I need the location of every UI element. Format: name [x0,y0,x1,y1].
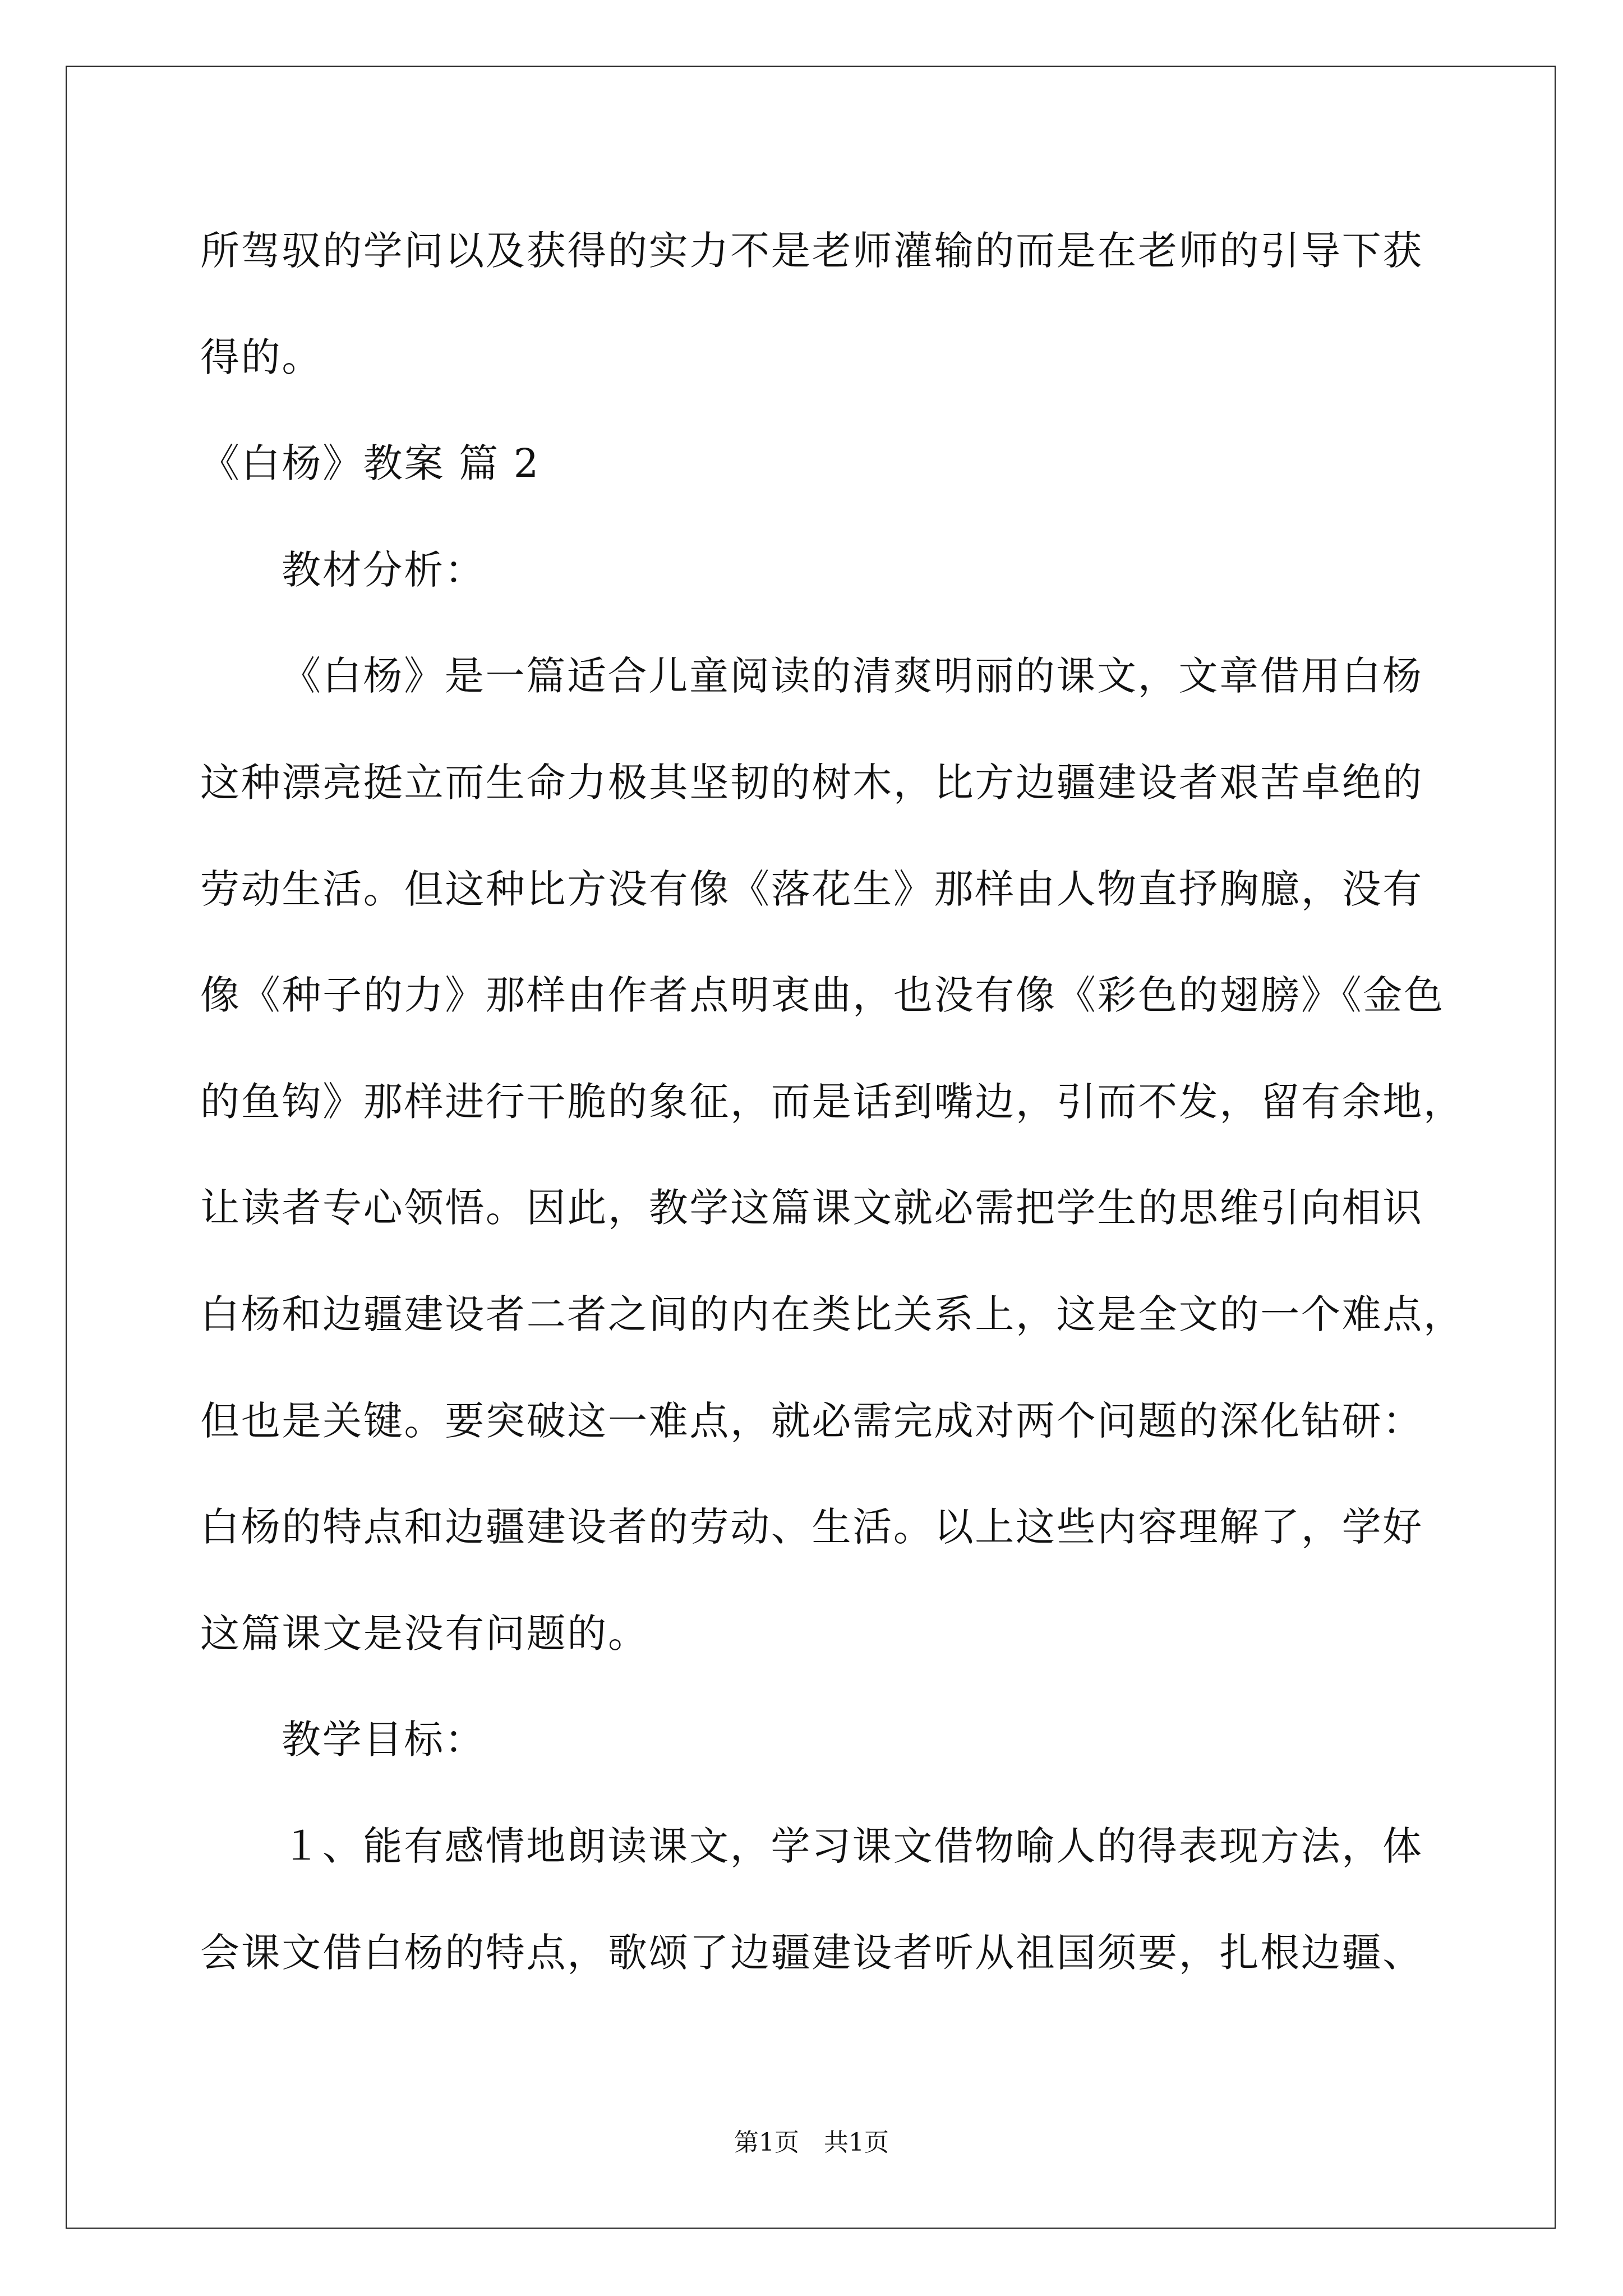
text-line: 这种漂亮挺立而生命力极其坚韧的树木，比方边疆建设者艰苦卓绝的 [200,759,1423,806]
text-line: 白杨和边疆建设者二者之间的内在类比关系上，这是全文的一个难点， [200,1291,1464,1337]
text-line: 让读者专心领悟。因此，教学这篇课文就必需把学生的思维引向相识 [200,1185,1423,1231]
text-line: 得的。 [200,334,323,380]
text-line: 白杨的特点和边疆建设者的劳动、生活。以上这些内容理解了，学好 [200,1504,1423,1550]
section-heading: 《白杨》教案 篇 2 [200,440,541,487]
text-line: 所驾驭的学问以及获得的实力不是老师灌输的而是在老师的引导下获 [200,228,1423,274]
subheading-material-analysis: 教材分析： [282,546,486,593]
text-line: 《白杨》是一篇适合儿童阅读的清爽明丽的课文，文章借用白杨 [282,653,1423,700]
text-line: 劳动生活。但这种比方没有像《落花生》那样由人物直抒胸臆，没有 [200,866,1423,912]
text-line: 像《种子的力》那样由作者点明衷曲，也没有像《彩色的翅膀》《金色 [200,972,1445,1019]
page-footer: 第1页 共1页 [734,2128,889,2157]
text-line: １、能有感情地朗读课文，学习课文借物喻人的得表现方法，体 [282,1823,1423,1869]
body-text [200,198,1490,2006]
text-line: 会课文借白杨的特点，歌颂了边疆建设者听从祖国须要，扎根边疆、 [200,1929,1423,1976]
text-line: 的鱼钩》那样进行干脆的象征，而是话到嘴边，引而不发，留有余地， [200,1078,1464,1125]
subheading-teaching-goals: 教学目标： [282,1717,486,1763]
text-line: 但也是关键。要突破这一难点，就必需完成对两个问题的深化钻研： [200,1397,1423,1444]
text-line: 这篇课文是没有问题的。 [200,1610,649,1657]
